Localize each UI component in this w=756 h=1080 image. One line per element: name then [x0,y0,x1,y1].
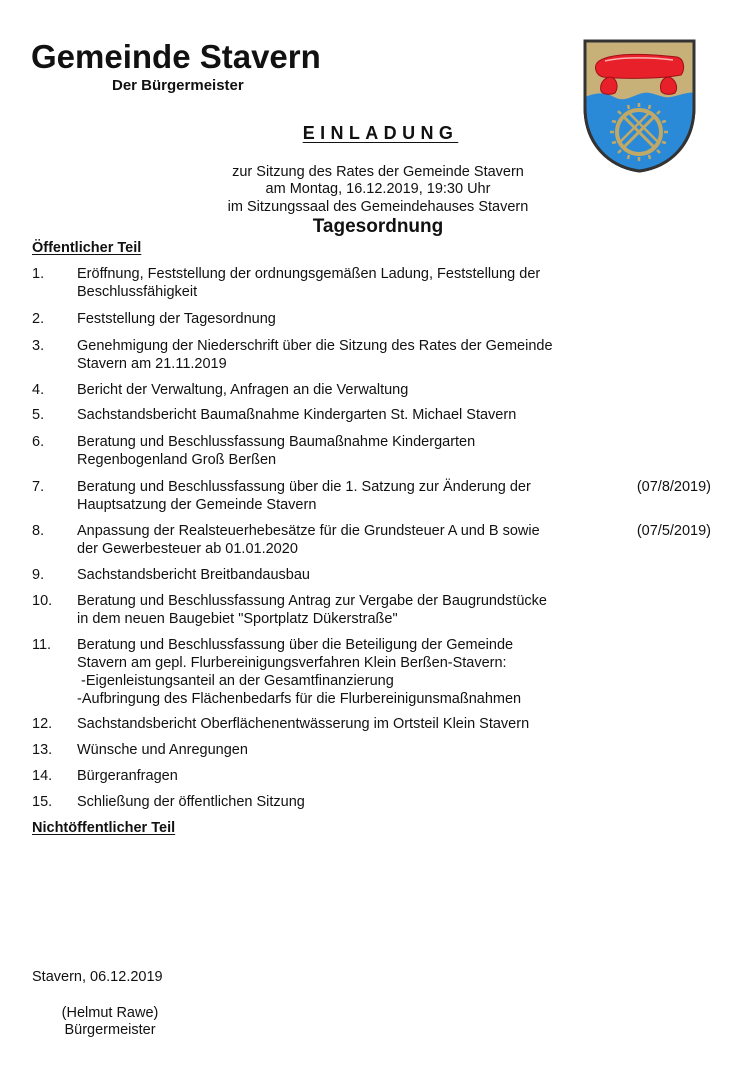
agenda-item-line: Anpassung der Realsteuerhebesätze für die Grundsteuer A und B sowie [77,523,540,539]
agenda-item-reference: (07/8/2019) [636,479,711,495]
agenda-item-line: Beratung und Beschlussfassung über die Beteiligung der Gemeinde [77,637,514,653]
agenda-item-text [77,522,540,558]
agenda-item-number: 6. [32,434,45,450]
signer-name: (Helmut Rawe) [61,1005,159,1021]
signer-title: Bürgermeister [64,1022,156,1038]
agenda-item-line: Sachstandsbericht Oberflächenentwässerung im Ortsteil Klein Stavern [77,716,530,732]
agenda-item-line: -Eigenleistungsanteil an der Gesamtfinanzierung [77,673,394,689]
agenda-item-line: Hauptsatzung der Gemeinde Stavern [77,497,317,513]
document-title: Gemeinde Stavern [31,38,321,75]
agenda-item-line: Bürgeranfragen [77,768,178,784]
agenda-item-line: Beratung und Beschlussfassung Baumaßnahme Kindergarten [77,434,476,450]
agenda-item-text [77,310,276,328]
agenda-item-number: 1. [32,266,45,282]
agenda-item-text [77,406,516,424]
agenda-item-line: -Aufbringung des Flächenbedarfs für die Flurbereinigunsmaßnahmen [77,691,522,707]
agenda-item-line: in dem neuen Baugebiet "Sportplatz Dükerstraße" [77,611,398,627]
agenda-item-text [77,715,529,733]
agenda-item-text [77,566,310,584]
invitation-line: am Montag, 16.12.2019, 19:30 Uhr [265,181,491,197]
public-section-heading: Öffentlicher Teil [32,240,142,256]
agenda-item-line: Bericht der Verwaltung, Anfragen an die Verwaltung [77,382,409,398]
agenda-item-number: 8. [32,523,45,539]
agenda-item-text [77,265,540,301]
agenda-item-number: 12. [32,716,53,732]
invitation-line: zur Sitzung des Rates der Gemeinde Stavern [232,164,524,180]
agenda-item-line: Beratung und Beschlussfassung über die 1. Satzung zur Änderung der [77,479,531,495]
agenda-item-line: Sachstandsbericht Breitbandausbau [77,567,310,583]
agenda-item-text [77,381,408,399]
coat-of-arms-icon [581,37,698,175]
agenda-item-number: 7. [32,479,45,495]
agenda-item-number: 2. [32,311,45,327]
agenda-item-line: Genehmigung der Niederschrift über die Sitzung des Rates der Gemeinde [77,338,553,354]
invitation-line: im Sitzungssaal des Gemeindehauses Stavern [227,199,529,215]
agenda-item-line: Feststellung der Tagesordnung [77,311,276,327]
agenda-item-number: 4. [32,382,45,398]
agenda-item-line: Wünsche und Anregungen [77,742,248,758]
agenda-item-line: der Gewerbesteuer ab 01.01.2020 [77,541,298,557]
agenda-item-text [77,741,248,759]
agenda-item-number: 11. [32,637,52,653]
agenda-item-text [77,337,553,373]
agenda-item-line: Sachstandsbericht Baumaßnahme Kindergarten St. Michael Stavern [77,407,517,423]
agenda-item-text [77,478,531,514]
agenda-item-number: 3. [32,338,45,354]
agenda-item-text [77,767,178,785]
agenda-item-number: 14. [32,768,53,784]
agenda-item-text [77,433,475,469]
agenda-item-text [77,793,305,811]
place-date: Stavern, 06.12.2019 [32,969,163,985]
agenda-item-text [77,636,521,708]
agenda-item-number: 15. [32,794,53,810]
agenda-item-line: Beschlussfähigkeit [77,284,198,300]
agenda-item-line: Stavern am 21.11.2019 [77,356,227,372]
private-section-heading: Nichtöffentlicher Teil [32,820,176,836]
invitation-heading: EINLADUNG [302,123,459,143]
agenda-item-number: 10. [32,593,53,609]
agenda-item-line: Stavern am gepl. Flurbereinigungsverfahren Klein Berßen-Stavern: [77,655,507,671]
agenda-item-line: Beratung und Beschlussfassung Antrag zur Vergabe der Baugrundstücke [77,593,547,609]
agenda-item-number: 9. [32,567,45,583]
agenda-item-number: 5. [32,407,45,423]
agenda-item-number: 13. [32,742,53,758]
agenda-item-line: Schließung der öffentlichen Sitzung [77,794,305,810]
document-subtitle: Der Bürgermeister [112,77,244,94]
agenda-item-line: Regenbogenland Groß Berßen [77,452,277,468]
agenda-title: Tagesordnung [312,216,444,237]
agenda-item-text [77,592,547,628]
agenda-item-reference: (07/5/2019) [636,523,711,539]
agenda-item-line: Eröffnung, Feststellung der ordnungsgemäßen Ladung, Feststellung der [77,266,541,282]
